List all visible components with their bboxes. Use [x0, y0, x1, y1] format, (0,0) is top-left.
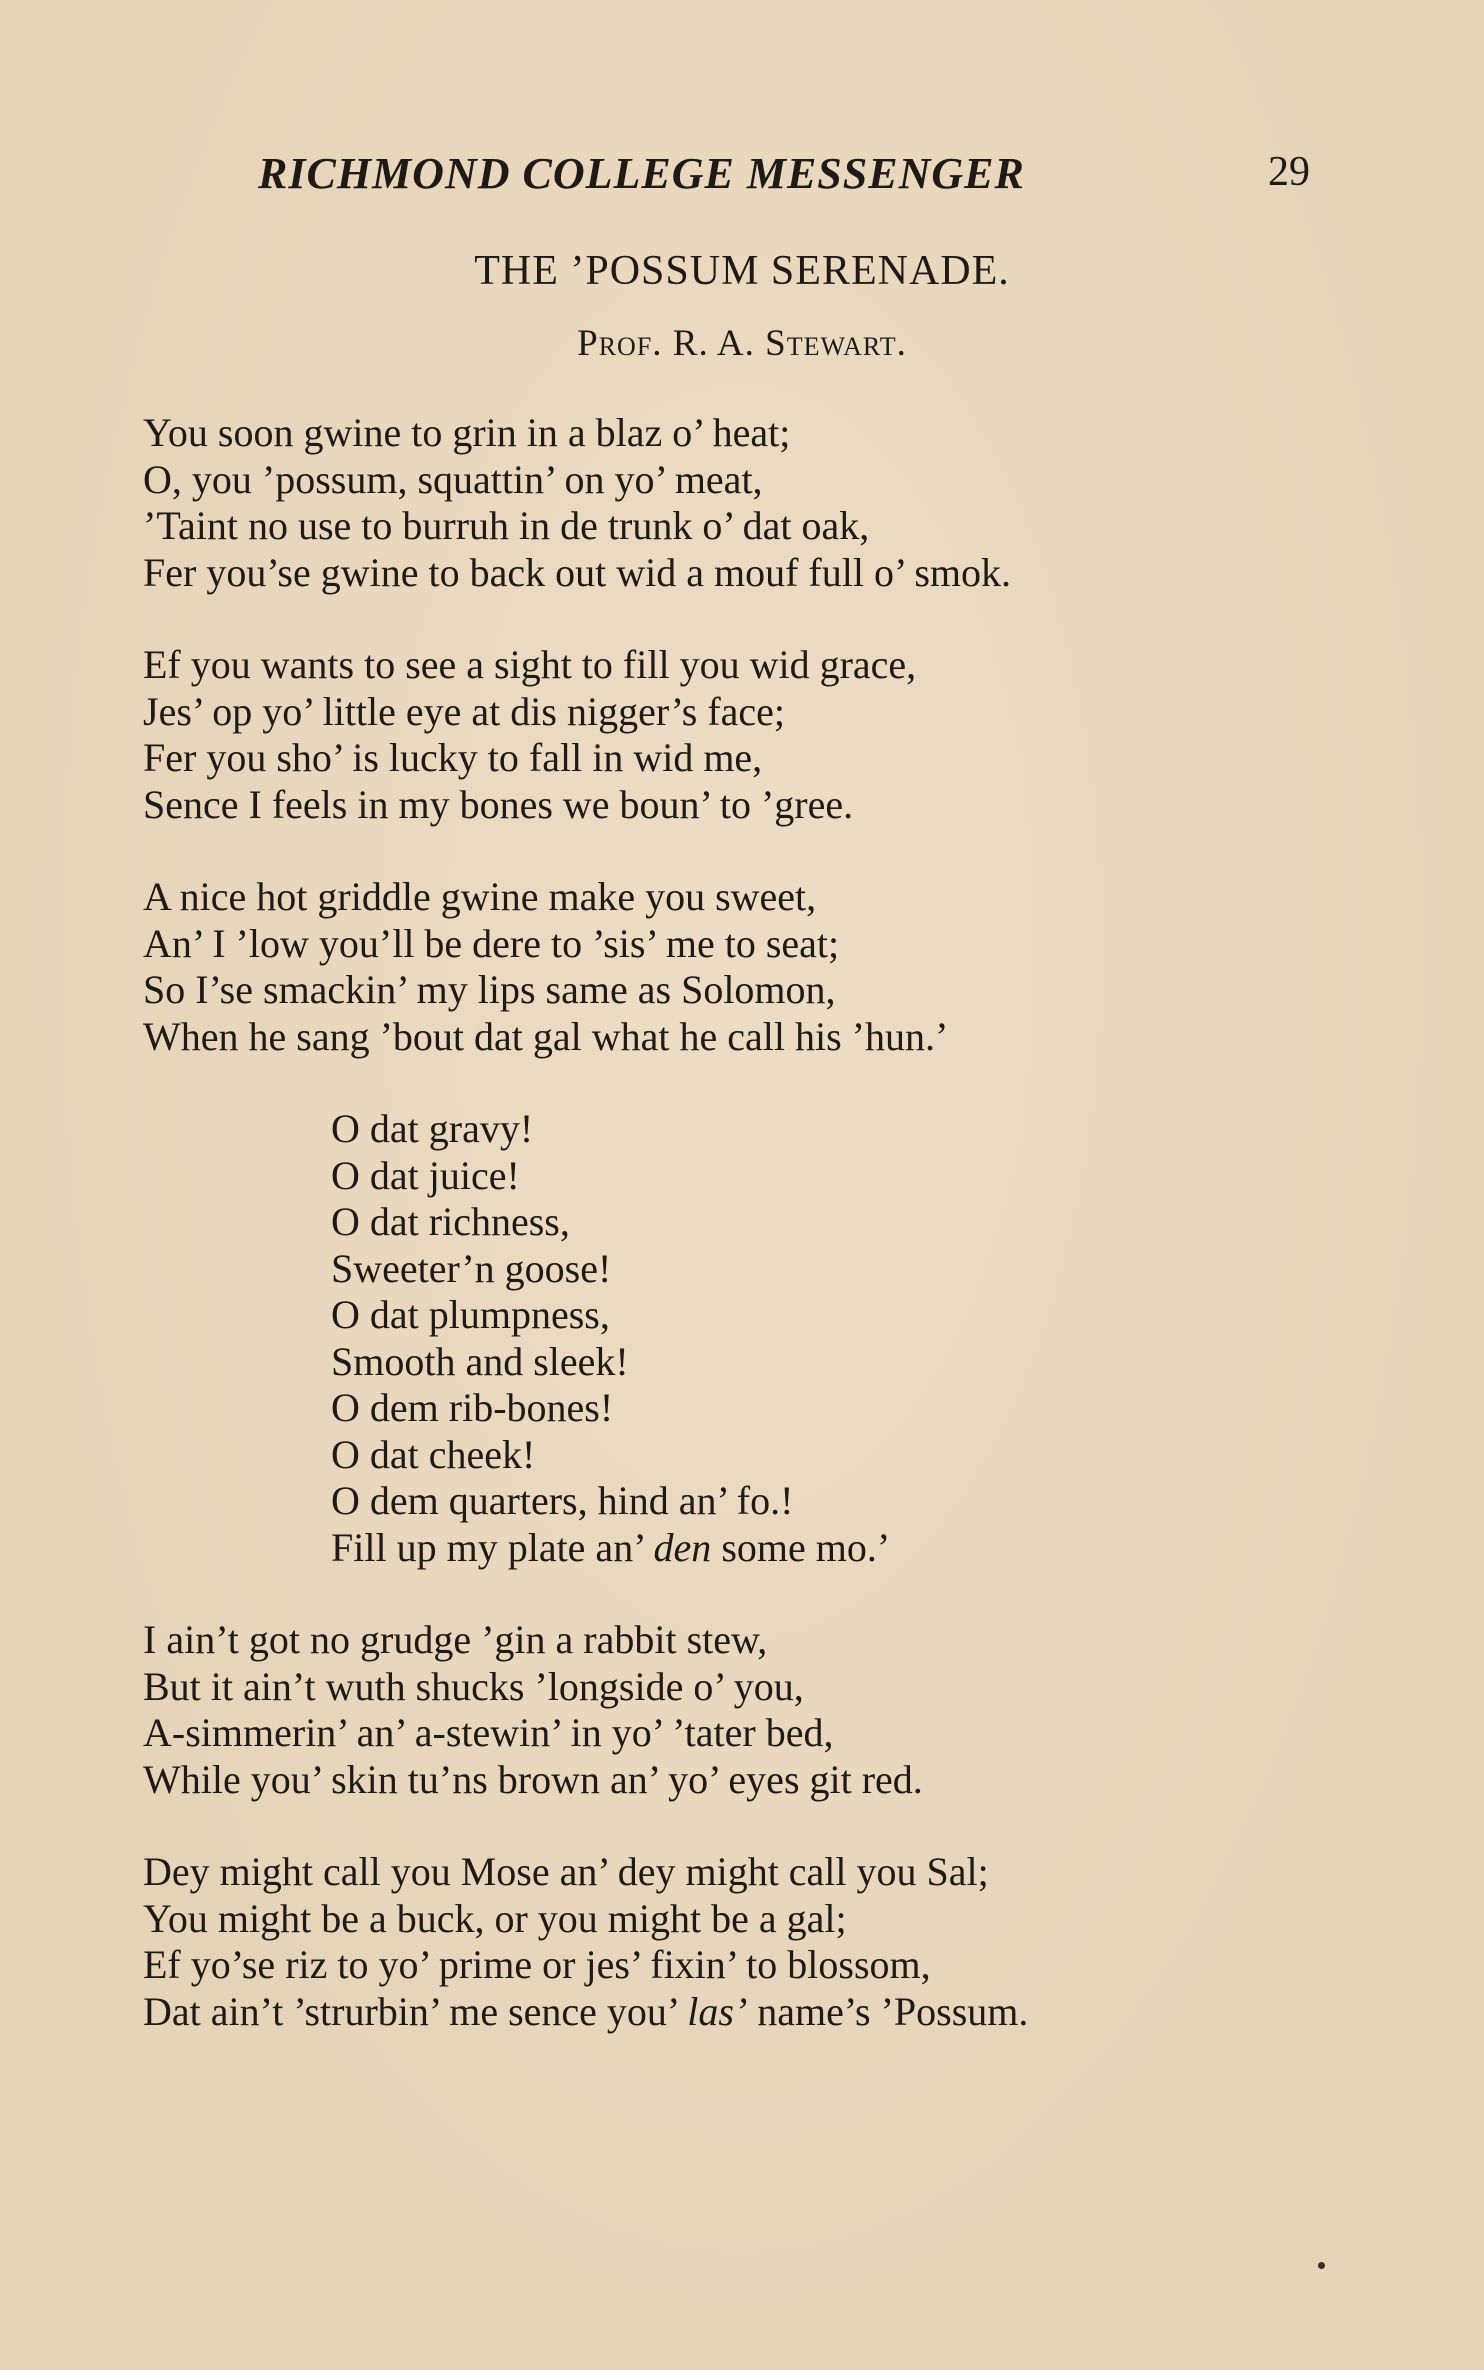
- running-head: [258, 148, 1310, 204]
- verse-line: O dem quarters, hind an’ fo.!: [331, 1478, 794, 1523]
- verse-fragment: name’s ’Possum.: [747, 1988, 1029, 2034]
- page-number: 29: [1268, 149, 1310, 195]
- journal-title: RICHMOND COLLEGE MESSENGER: [258, 149, 1025, 198]
- verse-line: A-simmerin’ an’ a-stewin’ in yo’ ’tater bed,: [143, 1710, 834, 1755]
- stanza-2: [143, 642, 1343, 828]
- verse-line: An’ I ’low you’ll be dere to ’sis’ me to seat;: [143, 920, 840, 966]
- verse-line: Ef yo’se riz to yo’ prime or jes’ fixin’ to blossom,: [143, 1942, 931, 1987]
- verse-line: I ain’t got no grudge ’gin a rabbit stew,: [143, 1617, 768, 1662]
- verse-line: O dat juice!: [331, 1152, 520, 1198]
- verse-line: A nice hot griddle gwine make you sweet,: [143, 874, 817, 919]
- verse-line: O dat plumpness,: [331, 1292, 610, 1337]
- verse-line: O dem rib-bones!: [331, 1385, 614, 1430]
- verse-fragment: some mo.’: [711, 1524, 891, 1570]
- verse-line: Sweeter’n goose!: [331, 1245, 612, 1291]
- emphasized-word: las’: [687, 1988, 748, 2034]
- verse-line: When he sang ’bout dat gal what he call his ’hun.’: [143, 1013, 949, 1059]
- verse-line: Dey might call you Mose an’ dey might call you Sal;: [143, 1849, 989, 1894]
- verse-line: You soon gwine to grin in a blaz o’ heat;: [143, 410, 791, 455]
- verse-line: You might be a buck, or you might be a gal;: [143, 1895, 847, 1941]
- ink-speck: [1318, 2262, 1325, 2269]
- verse-line: O, you ’possum, squattin’ on yo’ meat,: [143, 456, 763, 502]
- refrain-stanza: [331, 1106, 1343, 1571]
- poem-author: Prof. R. A. Stewart.: [577, 323, 907, 364]
- verse-line-with-emphasis: [331, 1525, 1343, 1572]
- verse-fragment: Dat ain’t ’strurbin’ me sence you’: [143, 1988, 688, 2034]
- poem-body: [143, 410, 1343, 2081]
- verse-line: Sence I feels in my bones we boun’ to ’gree.: [143, 781, 854, 827]
- verse-line: While you’ skin tu’ns brown an’ yo’ eyes git red.: [143, 1756, 923, 1802]
- verse-line: O dat cheek!: [331, 1431, 536, 1477]
- verse-line-with-emphasis: [143, 1989, 1343, 2036]
- emphasized-word: den: [653, 1524, 712, 1570]
- verse-line: O dat richness,: [331, 1199, 570, 1244]
- verse-line: Fer you sho’ is lucky to fall in wid me,: [143, 735, 763, 780]
- stanza-6: [143, 1849, 1343, 2035]
- stanza-3: [143, 874, 1343, 1060]
- verse-fragment: Fill up my plate an’: [331, 1524, 654, 1570]
- verse-line: O dat gravy!: [331, 1106, 534, 1151]
- verse-line: Fer you’se gwine to back out wid a mouf full o’ smok.: [143, 549, 1012, 595]
- verse-line: So I’se smackin’ my lips same as Solomon,: [143, 967, 836, 1012]
- poem-title: THE ’POSSUM SERENADE.: [474, 248, 1010, 294]
- verse-line: But it ain’t wuth shucks ’longside o’ you,: [143, 1663, 804, 1709]
- verse-line: Smooth and sleek!: [331, 1338, 629, 1384]
- verse-line: ’Taint no use to burruh in de trunk o’ dat oak,: [143, 503, 870, 548]
- stanza-5: [143, 1617, 1343, 1803]
- verse-line: Ef you wants to see a sight to fill you wid grace,: [143, 642, 917, 687]
- verse-line: Jes’ op yo’ little eye at dis nigger’s face;: [143, 688, 786, 734]
- stanza-1: [143, 410, 1343, 596]
